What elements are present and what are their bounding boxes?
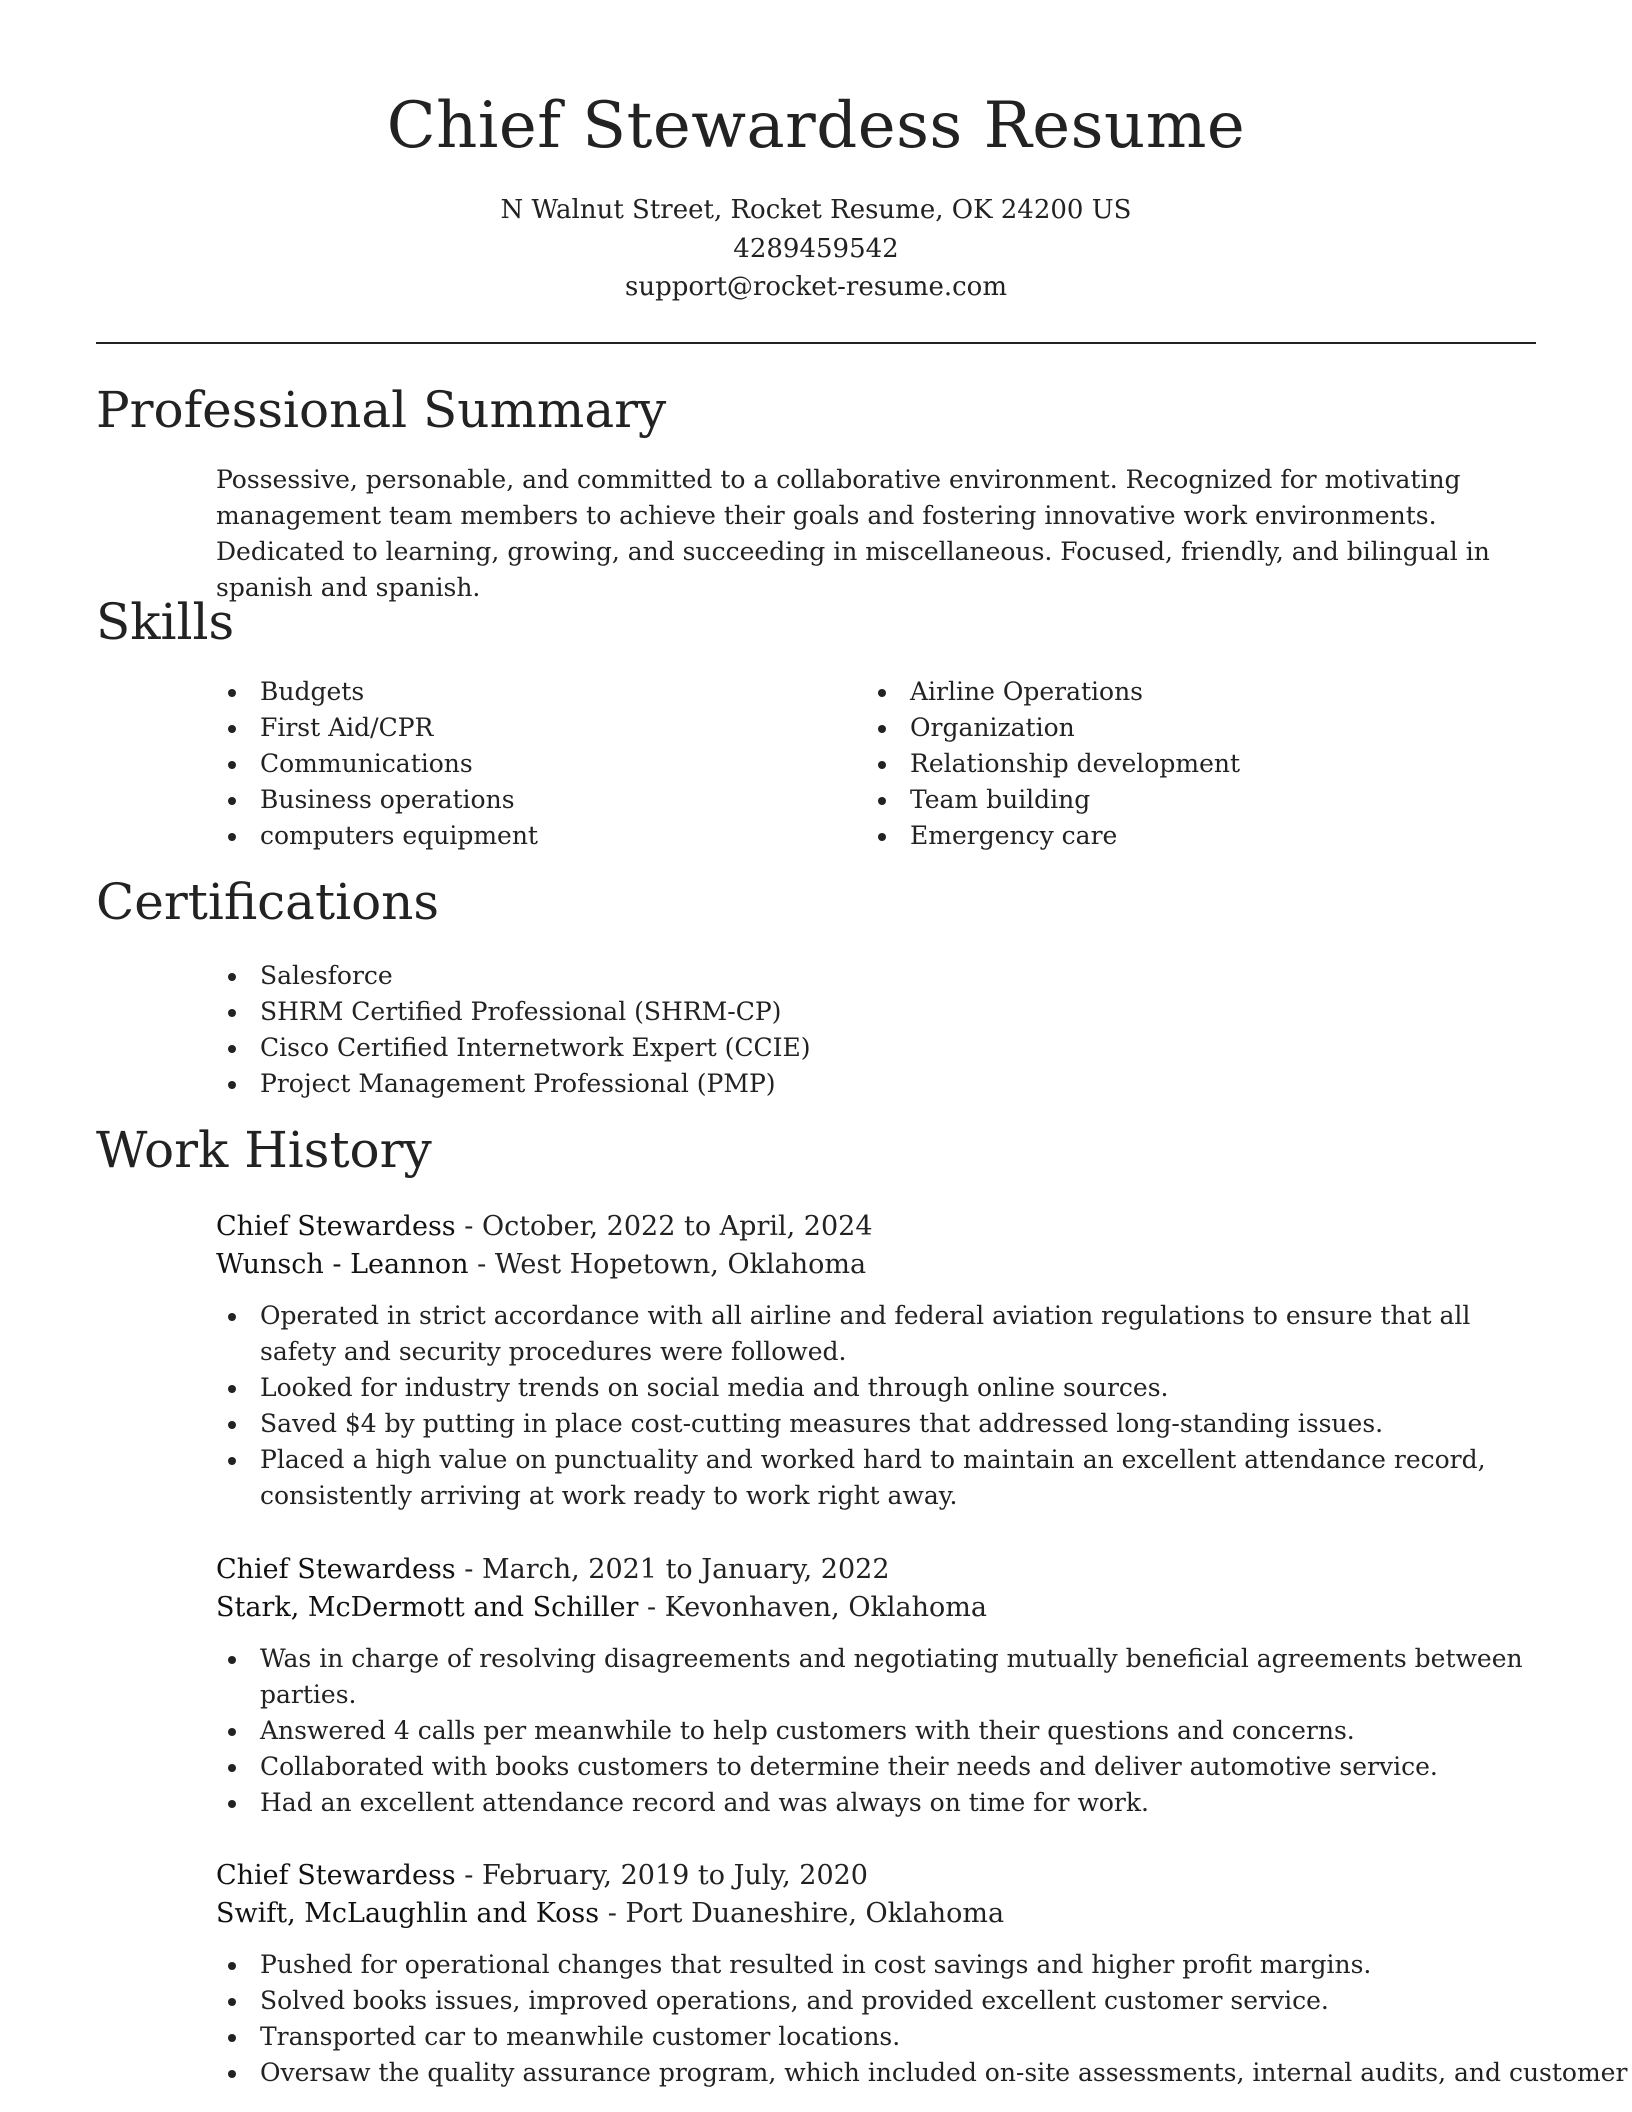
certification-item: Project Management Professional (PMP) (216, 1066, 1536, 1102)
skill-item: Emergency care (866, 818, 1526, 854)
contact-email: support@rocket-resume.com (624, 272, 1007, 302)
job-location: - Kevonhaven, Oklahoma (638, 1592, 987, 1623)
job-title-line (216, 1208, 1536, 1246)
job-duty: Transported car to meanwhile customer locations. (216, 2019, 1536, 2055)
skill-item: Budgets (216, 674, 836, 710)
skill-item: First Aid/CPR (216, 710, 836, 746)
job-company-line (216, 1589, 1536, 1627)
skill-item: Team building (866, 782, 1526, 818)
certification-item: Cisco Certified Internetwork Expert (CCIE) (216, 1030, 1536, 1066)
job-duties-list (216, 1298, 1536, 1514)
job-duty: Solved books issues, improved operations, and provided excellent customer service. (216, 1983, 1536, 2019)
job-duty: Placed a high value on punctuality and worked hard to maintain an excellent attendance record, consistently arriving at work ready to work right away. (216, 1442, 1536, 1514)
job-entry (216, 1551, 1536, 1821)
job-role: Chief Stewardess (216, 1860, 456, 1891)
contact-phone: 4289459542 (733, 234, 899, 264)
certification-item: SHRM Certified Professional (SHRM-CP) (216, 994, 1536, 1030)
job-duty: Pushed for operational changes that resulted in cost savings and higher profit margins. (216, 1947, 1536, 1983)
job-entry (216, 1208, 1536, 1514)
job-duties-list (216, 1641, 1536, 1821)
skill-item: Airline Operations (866, 674, 1526, 710)
skill-item: computers equipment (216, 818, 836, 854)
job-role: Chief Stewardess (216, 1211, 456, 1242)
job-duties-list (216, 1947, 1628, 2091)
job-title-line (216, 1857, 1536, 1895)
job-duty: Oversaw the quality assurance program, which included on-site assessments, internal audits, and customer (216, 2055, 1536, 2091)
job-dates: - February, 2019 to July, 2020 (455, 1860, 868, 1891)
job-company-line (216, 1246, 1536, 1284)
job-duty: Saved $4 by putting in place cost-cutting measures that addressed long-standing issues. (216, 1406, 1536, 1442)
contact-address: N Walnut Street, Rocket Resume, OK 24200 US (500, 195, 1132, 225)
job-duty: Operated in strict accordance with all airline and federal aviation regulations to ensure that all safety and security procedures were followed. (216, 1298, 1536, 1370)
work-history-heading: Work History (96, 1121, 432, 1179)
skills-heading: Skills (96, 593, 235, 651)
job-company: Stark, McDermott and Schiller (216, 1592, 639, 1623)
job-duty: Answered 4 calls per meanwhile to help customers with their questions and concerns. (216, 1713, 1536, 1749)
job-entry (216, 1857, 1628, 2091)
certifications-list (216, 958, 1536, 1102)
job-duty: Was in charge of resolving disagreements and negotiating mutually beneficial agreements between parties. (216, 1641, 1536, 1713)
skill-item: Business operations (216, 782, 836, 818)
job-location: - West Hopetown, Oklahoma (468, 1249, 867, 1280)
job-company: Swift, McLaughlin and Koss (216, 1898, 600, 1929)
summary-text: Possessive, personable, and committed to a collaborative environment. Recognized for motivating management team members to achieve their goals and fostering innovative work environments. Dedicated to learning, growing, and succeeding in miscellaneous. Focused, friendly, and bilingual in spanish and spanish. (216, 465, 1490, 602)
job-role: Chief Stewardess (216, 1554, 456, 1585)
skills-list-right (866, 674, 1526, 854)
job-location: - Port Duaneshire, Oklahoma (599, 1898, 1005, 1929)
job-title-line (216, 1551, 1536, 1589)
job-dates: - March, 2021 to January, 2022 (455, 1554, 890, 1585)
job-company-line (216, 1895, 1536, 1933)
job-dates: - October, 2022 to April, 2024 (455, 1211, 873, 1242)
job-duty: Collaborated with books customers to determine their needs and deliver automotive service. (216, 1749, 1536, 1785)
certification-item: Salesforce (216, 958, 1536, 994)
summary-heading: Professional Summary (96, 381, 667, 439)
job-company: Wunsch - Leannon (216, 1249, 469, 1280)
certifications-heading: Certifications (96, 873, 440, 931)
skill-item: Organization (866, 710, 1526, 746)
skills-list-left (216, 674, 836, 854)
skill-item: Communications (216, 746, 836, 782)
header-divider (96, 342, 1536, 344)
resume-title: Chief Stewardess Resume (386, 89, 1246, 163)
skill-item: Relationship development (866, 746, 1526, 782)
job-duty: Had an excellent attendance record and was always on time for work. (216, 1785, 1536, 1821)
job-duty: Looked for industry trends on social media and through online sources. (216, 1370, 1536, 1406)
